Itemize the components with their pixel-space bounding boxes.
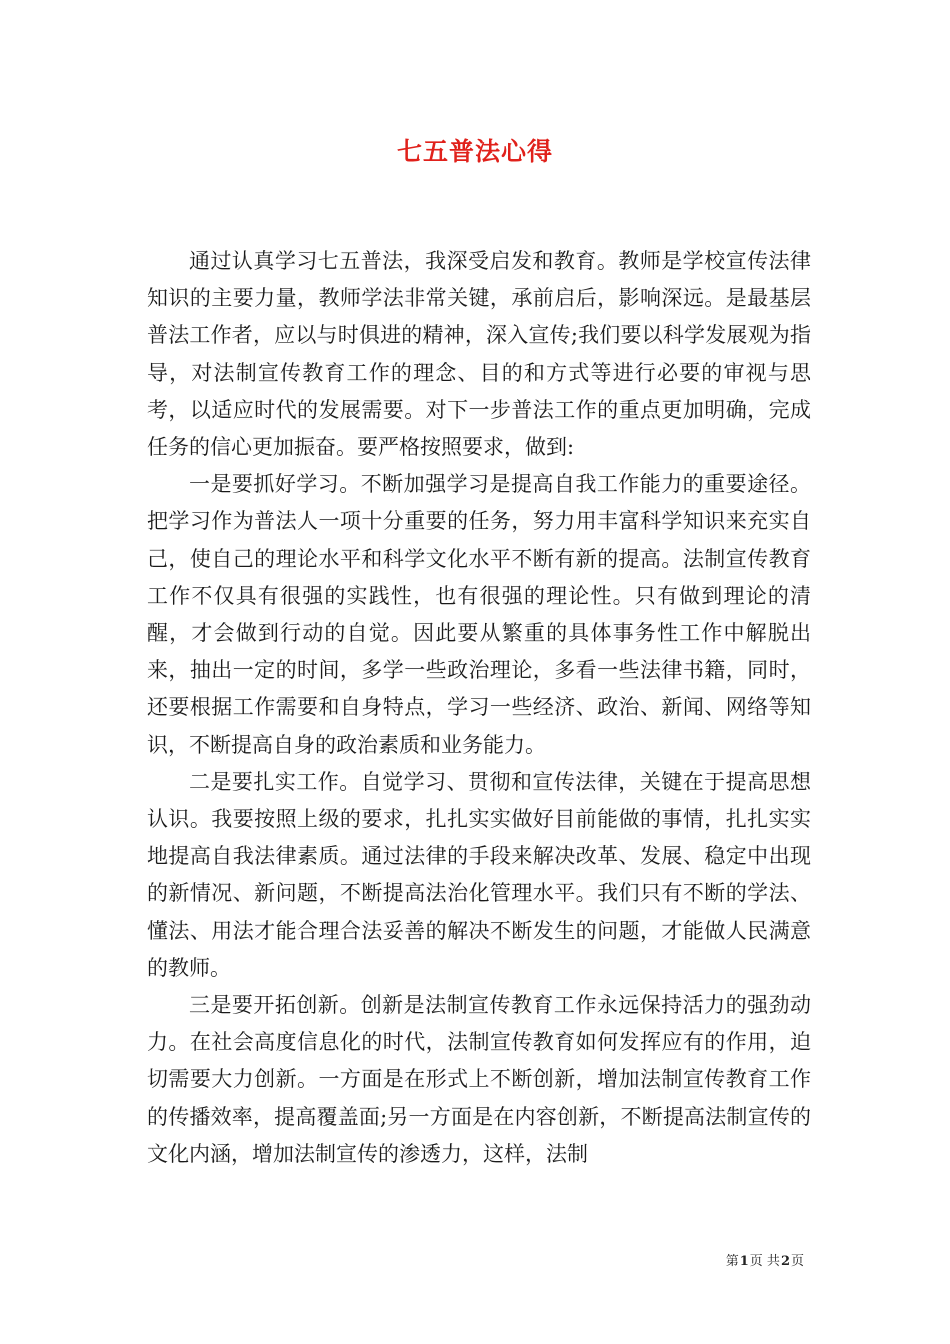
footer-suffix: 页 [790,1254,804,1269]
paragraph-work: 二是要扎实工作。自觉学习、贯彻和宣传法律，关键在于提高思想认识。我要按照上级的要求，扎扎实实做好目前能做的事情，扎扎实实地提高自我法律素质。通过法律的手段来解决改革、发展、稳定中出现的新情况、新问题，不断提高法治化管理水平。我们只有不断的学法、懂法、用法才能合理合法妥善的解决不断发生的问题，才能做人民满意的教师。 [147,769,811,980]
paragraph-study: 一是要抓好学习。不断加强学习是提高自我工作能力的重要途径。把学习作为普法人一项十分重要的任务，努力用丰富科学知识来充实自己，使自己的理论水平和科学文化水平不断有新的提高。法制宣传教育工作不仅具有很强的实践性，也有很强的理论性。只有做到理论的清醒，才会做到行动的自觉。因此要从繁重的具体事务性工作中解脱出来，抽出一定的时间，多学一些政治理论，多看一些法律书籍，同时，还要根据工作需要和自身特点，学习一些经济、政治、新闻、网络等知识，不断提高自身的政治素质和业务能力。 [147,472,811,757]
document-title: 七五普法心得 [396,137,553,166]
document-body [147,243,811,1173]
page-number-footer [726,1250,804,1269]
footer-prefix: 第 [725,1254,739,1269]
footer-middle: 页 共 [749,1254,780,1269]
total-page-number: 2 [780,1254,790,1269]
current-page-number: 1 [739,1254,749,1269]
paragraph-intro: 通过认真学习七五普法，我深受启发和教育。教师是学校宣传法律知识的主要力量，教师学法非常关键，承前启后，影响深远。是最基层普法工作者，应以与时俱进的精神，深入宣传;我们要以科学发展观为指导，对法制宣传教育工作的理念、目的和方式等进行必要的审视与思考，以适应时代的发展需要。对下一步普法工作的重点更加明确，完成任务的信心更加振奋。要严格按照要求，做到: [147,249,811,460]
paragraph-innovation: 三是要开拓创新。创新是法制宣传教育工作永远保持活力的强劲动力。在社会高度信息化的时代，法制宣传教育如何发挥应有的作用，迫切需要大力创新。一方面是在形式上不断创新，增加法制宣传教育工作的传播效率，提高覆盖面;另一方面是在内容创新，不断提高法制宣传的文化内涵，增加法制宣传的渗透力，这样，法制 [147,993,811,1166]
